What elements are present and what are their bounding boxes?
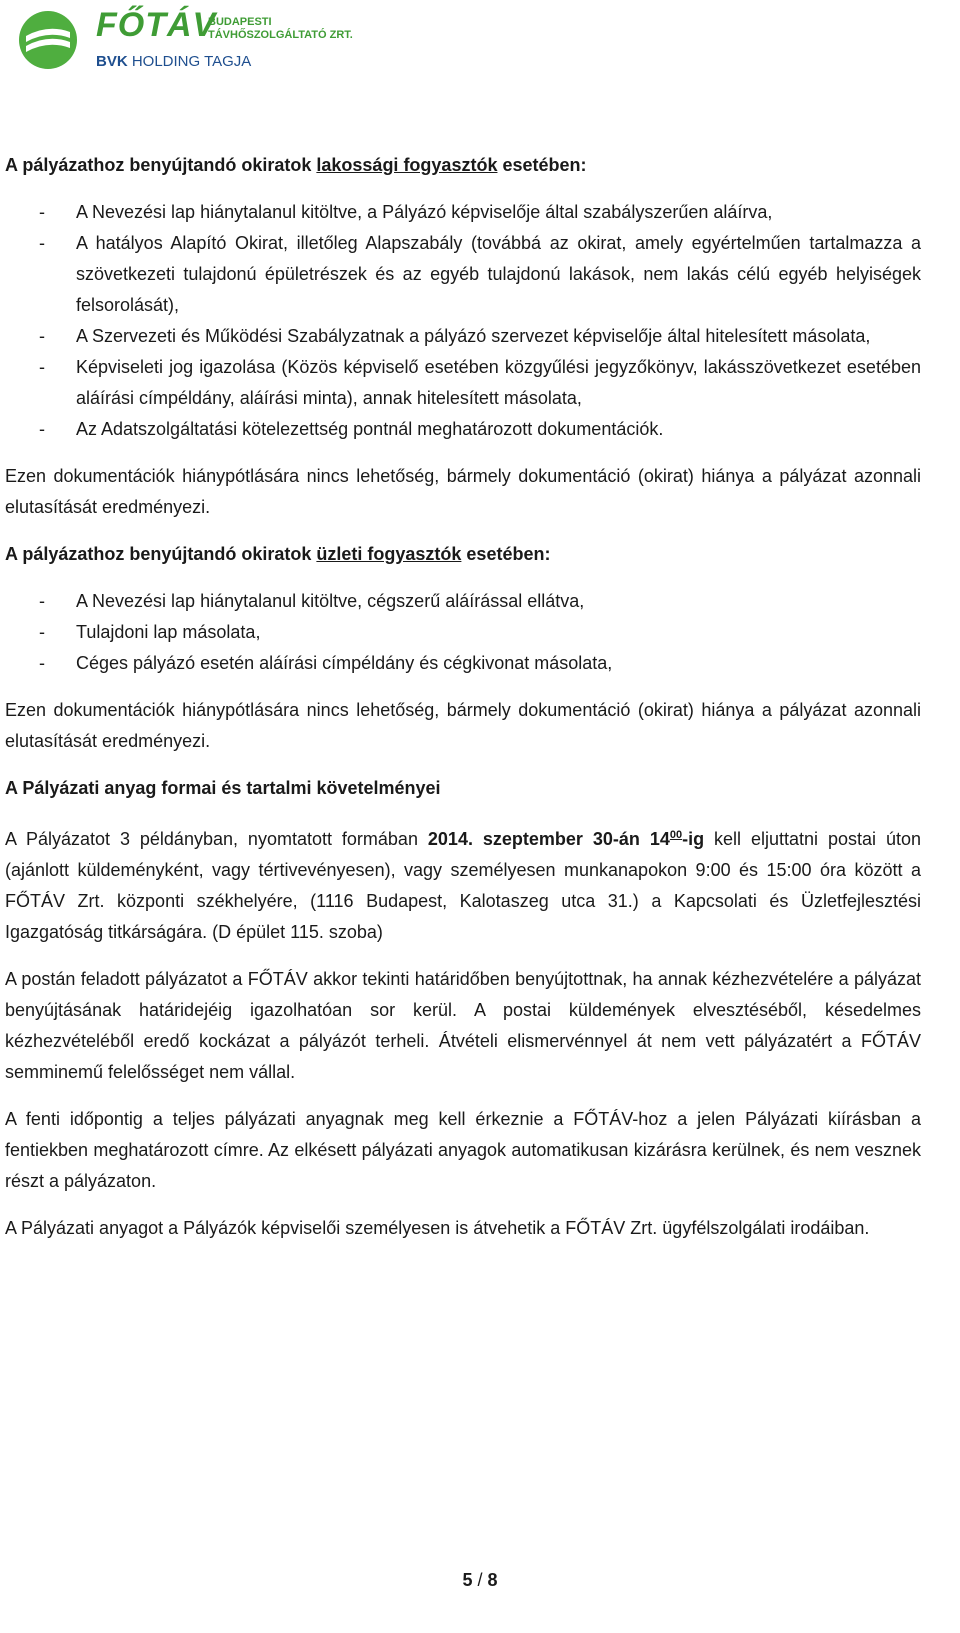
- section3-paragraph-3: A fenti időpontig a teljes pályázati anyagnak meg kell érkeznie a FŐTÁV-hoz a jelen Pályázati kiírásban a fentiekben meghatározott címre. Az elkésett pályázati anyagok automatikusan kizárásra kerülnek, és nem vesznek részt a pályázaton.: [5, 1109, 921, 1191]
- list-item: - Az Adatszolgáltatási kötelezettség pontnál meghatározott dokumentációk.: [39, 419, 664, 439]
- logo-brand: FŐTÁV: [96, 6, 217, 44]
- section3-heading: A Pályázati anyag formai és tartalmi követelményei: [5, 778, 441, 798]
- section3-paragraph-2: A postán feladott pályázatot a FŐTÁV akkor tekinti határidőben benyújtottnak, ha annak kézhezvételére a pályázat benyújtásának határidejéig igazolhatóan sor kerül. A postai küldemények elvesztéséből, késedelmes kézhezvételéből eredő kockázat a pályázót terheli. Átvételi elismervénnyel át nem vett pályázatért a FŐTÁV semminemű felelősséget nem vállal.: [5, 969, 921, 1082]
- list-item: - A Szervezeti és Működési Szabályzatnak a pályázó szervezet képviselője által hitelesített másolata,: [39, 326, 871, 346]
- list-item: - A hatályos Alapító Okirat, illetőleg Alapszabály (továbbá az okirat, amely egyértelműen tartalmazza a szövetkezeti tulajdonú épületrészek és az egyéb tulajdonú lakások, nem lakás célú egyéb helyiségek felsorolását),: [39, 233, 921, 315]
- page-number: 5 / 8: [462, 1570, 498, 1590]
- logo-holding-bvk: BVK: [96, 53, 128, 70]
- list-item: - A Nevezési lap hiánytalanul kitöltve, a Pályázó képviselője által szabályszerűen aláírva,: [39, 202, 773, 222]
- section2-list: [5, 586, 921, 679]
- list-item: - Céges pályázó esetén aláírási címpéldány és cégkivonat másolata,: [39, 653, 613, 673]
- document-body: [5, 150, 921, 1260]
- section1-note: Ezen dokumentációk hiánypótlására nincs lehetőség, bármely dokumentáció (okirat) hiánya a pályázat azonnali elutasítását eredményezi.: [5, 466, 921, 517]
- section2-note: Ezen dokumentációk hiánypótlására nincs lehetőség, bármely dokumentáció (okirat) hiánya a pályázat azonnali elutasítását eredményezi.: [5, 700, 921, 751]
- logo-subtitle-2: TÁVHŐSZOLGÁLTATÓ ZRT.: [208, 29, 353, 41]
- logo-holding-rest: HOLDING TAGJA: [131, 53, 252, 70]
- section1-heading: A pályázathoz benyújtandó okiratok lakossági fogyasztók esetében:: [5, 155, 587, 175]
- list-item: - Képviseleti jog igazolása (Közös képviselő esetében közgyűlési jegyzőkönyv, lakásszövetkezet esetében aláírási címpéldány, aláírási minta), annak hitelesített másolata,: [39, 357, 921, 408]
- fotav-leaf-icon: [18, 10, 78, 70]
- section2-heading: A pályázathoz benyújtandó okiratok üzleti fogyasztók esetében:: [5, 544, 551, 564]
- section1-list: [5, 197, 921, 445]
- list-item: - Tulajdoni lap másolata,: [39, 622, 261, 642]
- section3-paragraph-1: A Pályázatot 3 példányban, nyomtatott formában 2014. szeptember 30-án $14^{00}-ig$ kell eljuttatni postai úton (ajánlott küldeményként, vagy tértivevényesen), vagy személyesen munkanapokon 9:00 és 15:00 óra között a FŐTÁV Zrt. központi székhelyére, (1116 Budapest, Kalotaszeg utca 31.) a Kapcsolati és Üzletfejlesztési Igazgatóság titkárságára. (D épület 115. szoba): [5, 829, 921, 942]
- logo-holding: [96, 54, 251, 70]
- company-logo: [18, 8, 358, 74]
- logo-subtitle-1: BUDAPESTI: [208, 16, 272, 28]
- list-item: - A Nevezési lap hiánytalanul kitöltve, cégszerű aláírással ellátva,: [39, 591, 585, 611]
- section3-paragraph-4: A Pályázati anyagot a Pályázók képviselői személyesen is átvehetik a FŐTÁV Zrt. ügyfélszolgálati irodáiban.: [5, 1218, 870, 1238]
